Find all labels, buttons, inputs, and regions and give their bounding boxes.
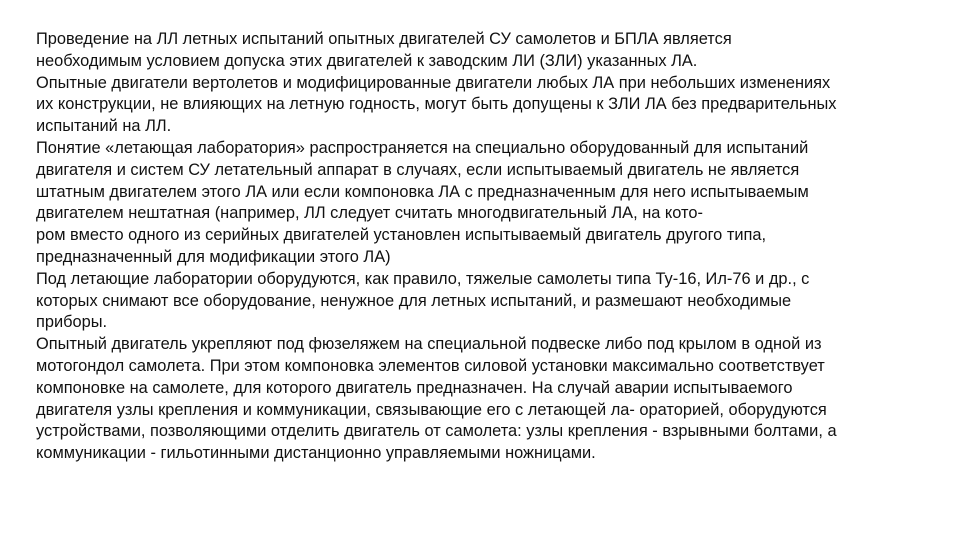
text-line: Опытный двигатель укрепляют под фюзеляжем на специальной подвеске либо под крылом в одной из (36, 335, 822, 354)
text-line: их конструкции, не влияющих на летную годность, могут быть допущены к ЗЛИ ЛА без предварительных (36, 95, 837, 114)
document-text (36, 29, 936, 465)
text-line: двигателем нештатная (например, ЛЛ следует считать многодвигательный ЛА, на кото- (36, 204, 703, 223)
text-line: испытаний на ЛЛ. (36, 117, 172, 136)
text-line: которых снимают все оборудование, ненужное для летных испытаний, и размешают необходимые (36, 291, 792, 310)
text-line: устройствами, позволяющими отделить двигатель от самолета: узлы крепления - взрывными болтами, а (36, 422, 837, 441)
text-line: Опытные двигатели вертолетов и модифицированные двигатели любых ЛА при небольших изменениях (36, 73, 831, 92)
text-line: Под летающие лаборатории оборудуются, как правило, тяжелые самолеты типа Ту-16, Ил-76 и др., с (36, 269, 810, 288)
text-line: необходимым условием допуска этих двигателей к заводским ЛИ (ЗЛИ) указанных ЛА. (36, 51, 698, 70)
text-line: Понятие «летающая лаборатория» распространяется на специально оборудованный для испытаний (36, 138, 809, 157)
text-line: двигателя и систем СУ летательный аппарат в случаях, если испытываемый двигатель не является (36, 160, 800, 179)
text-line: коммуникации - гильотинными дистанционно управляемыми ножницами. (36, 444, 596, 463)
text-line: Проведение на ЛЛ летных испытаний опытных двигателей СУ самолетов и БПЛА является (36, 30, 732, 48)
text-line: предназначенный для модификации этого ЛА) (36, 247, 391, 266)
text-line: приборы. (36, 313, 108, 332)
text-line: двигателя узлы крепления и коммуникации, связывающие его с летающей ла- ораторией, оборудуются (36, 400, 827, 419)
text-line: штатным двигателем этого ЛА или если компоновка ЛА с предназначенным для него испытываемым (36, 182, 809, 201)
text-line: компоновке на самолете, для которого двигатель предназначен. На случай аварии испытываемого (36, 378, 793, 397)
text-line: ром вместо одного из серийных двигателей установлен испытываемый двигатель другого типа, (36, 226, 767, 245)
text-line: мотогондол самолета. При этом компоновка элементов силовой установки максимально соответствует (36, 356, 825, 375)
